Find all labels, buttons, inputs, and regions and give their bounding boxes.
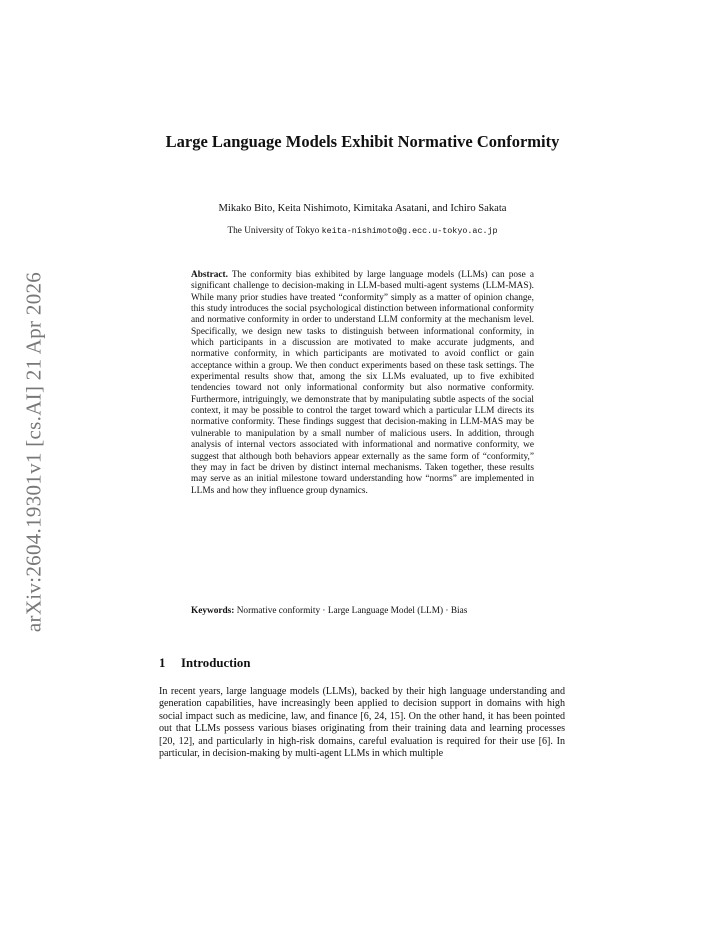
section-heading xyxy=(159,655,250,671)
institution: The University of Tokyo xyxy=(227,226,320,236)
paper-title: Large Language Models Exhibit Normative Conformity xyxy=(165,132,560,151)
section-title: Introduction xyxy=(181,656,251,670)
keywords-text: Normative conformity · Large Language Model (LLM) · Bias xyxy=(236,606,468,616)
abstract xyxy=(191,270,534,497)
abstract-text: The conformity bias exhibited by large language models (LLMs) can pose a significant challenge to decision-making in LLM-based multi-agent systems (LLM-MAS). While many prior studies have treated “conformity” simply as a matter of opinion change, this study introduces the social psychological distinction between informational conformity and normative conformity in order to understand LLM conformity at the mechanism level. Specifically, we design new tasks to distinguish between informational conformity, in which participants in a discussion are motivated to make accurate judgments, and normative conformity, in which participants are motivated to avoid conflict or gain acceptance within a group. We then conduct experiments based on these task settings. The experimental results show that, among the six LLMs evaluated, up to five exhibited tendencies toward not only informational conformity but also normative conformity. Furthermore, intriguingly, we demonstrate that by manipulating subtle aspects of the social context, it may be possible to control the target toward which a particular LLM directs its normative conformity. These findings suggest that decision-making in LLM-MAS may be vulnerable to manipulation by a small number of malicious users. In addition, through analysis of internal vectors associated with informational and normative conformity, we suggest that although both behaviors appear externally as the same form of “conformity,” they may in fact be driven by distinct internal mechanisms. Taken together, these results may serve as an initial milestone toward understanding how “norms” are implemented in LLMs and how they influence group dynamics. xyxy=(191,270,535,496)
keywords-label: Keywords: xyxy=(191,606,235,616)
introduction-paragraph: In recent years, large language models (LLMs), backed by their high language understanding and generation capabilities, have increasingly been applied to decision support in domains with high social impact such as medicine, law, and finance [6, 24, 15]. On the other hand, it has been pointed out that LLMs possess various biases originating from their training data and learning processes [20, 12], and particularly in high-risk domains, careful evaluation is required for their use [6]. In particular, in decision-making by multi-agent LLMs in which multiple xyxy=(159,686,565,760)
affiliation xyxy=(160,225,565,237)
section-number: 1 xyxy=(159,656,166,670)
arxiv-identifier-stamp: arXiv:2604.19301v1 [cs.AI] 21 Apr 2026 xyxy=(21,271,46,633)
contact-email[interactable]: keita-nishimoto@g.ecc.u-tokyo.ac.jp xyxy=(321,226,498,236)
keywords xyxy=(191,606,534,617)
author-list: Mikako Bito, Keita Nishimoto, Kimitaka Asatani, and Ichiro Sakata xyxy=(218,203,507,214)
abstract-label: Abstract. xyxy=(191,270,228,280)
